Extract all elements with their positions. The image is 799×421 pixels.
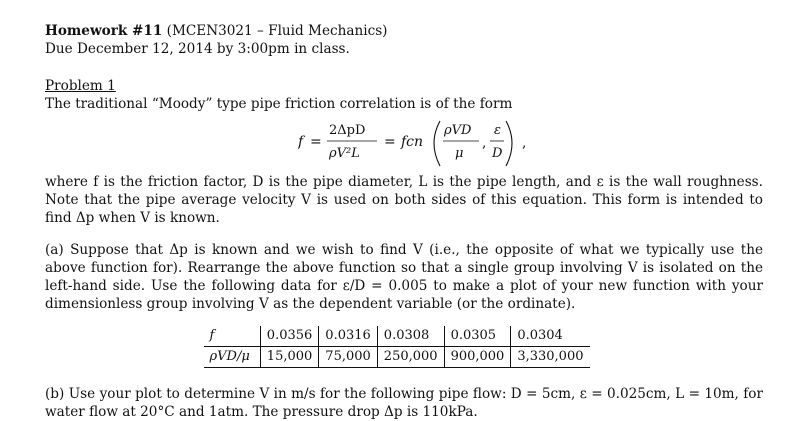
eq-arg2-den: D xyxy=(492,146,503,161)
part-a-text: (a) Suppose that Δp is known and we wish to find V (i.e., the opposite of what we typically use the above function for). Rearrange the above function so that a single group involving V is isolated on the left-hand side. Use the following data for ε/D = 0.005 to make a plot of your new function with your dimensionless group involving V as the dependent variable (or the ordinate). xyxy=(45,242,763,312)
eq-denominator: ρV²L xyxy=(329,146,360,161)
table-row-reynolds xyxy=(204,347,590,368)
homework-title xyxy=(45,22,763,40)
friction-data-table xyxy=(204,326,590,368)
eq-left-paren xyxy=(434,121,440,166)
table-cell: 0.0356 xyxy=(260,326,319,347)
table-row-f xyxy=(204,326,590,347)
problem-heading: Problem 1 xyxy=(45,78,116,94)
table-cell: 900,000 xyxy=(444,347,511,368)
eq-equals-2: = xyxy=(384,134,396,150)
table-cell: 0.0304 xyxy=(511,326,590,347)
due-date: Due December 12, 2014 by 3:00pm in class. xyxy=(45,41,350,57)
row-label-reynolds: ρVD/μ xyxy=(204,347,261,368)
eq-right-paren xyxy=(506,121,512,166)
eq-lhs: f xyxy=(298,134,304,150)
friction-equation xyxy=(45,113,763,173)
eq-trailing-comma: , xyxy=(522,135,527,151)
eq-arg1-den: μ xyxy=(455,146,464,161)
table-cell: 0.0308 xyxy=(377,326,444,347)
table-cell: 0.0305 xyxy=(444,326,511,347)
eq-equals-1: = xyxy=(310,134,322,150)
variable-description: where f is the friction factor, D is the pipe diameter, L is the pipe length, and ε is the wall roughness. Note that the pipe average velocity V is used on both sides of this equation. This form is intended to find Δp when V is known. xyxy=(45,174,763,226)
course-name: (MCEN3021 – Fluid Mechanics) xyxy=(162,23,388,39)
table-cell: 75,000 xyxy=(319,347,378,368)
table-cell: 0.0316 xyxy=(319,326,378,347)
table-cell: 3,330,000 xyxy=(511,347,590,368)
eq-arg2-num: ε xyxy=(494,123,501,138)
eq-fcn: fcn xyxy=(401,134,424,150)
row-label-f: f xyxy=(204,326,261,347)
eq-comma: , xyxy=(482,135,487,151)
part-b-text: (b) Use your plot to determine V in m/s for the following pipe flow: D = 5cm, ε = 0.025cm, L = 10m, for water flow at 20°C and 1atm. The pressure drop Δp is 110kPa. xyxy=(45,386,763,420)
data-table-wrapper xyxy=(45,326,763,368)
table-cell: 15,000 xyxy=(260,347,319,368)
homework-page xyxy=(45,22,763,421)
homework-number: Homework #11 xyxy=(45,23,163,39)
equation-svg xyxy=(298,116,568,172)
eq-numerator: 2ΔpD xyxy=(329,123,366,138)
problem-intro: The traditional “Moody” type pipe friction correlation is of the form xyxy=(45,96,513,112)
table-cell: 250,000 xyxy=(377,347,444,368)
eq-arg1-num: ρVD xyxy=(444,123,472,138)
